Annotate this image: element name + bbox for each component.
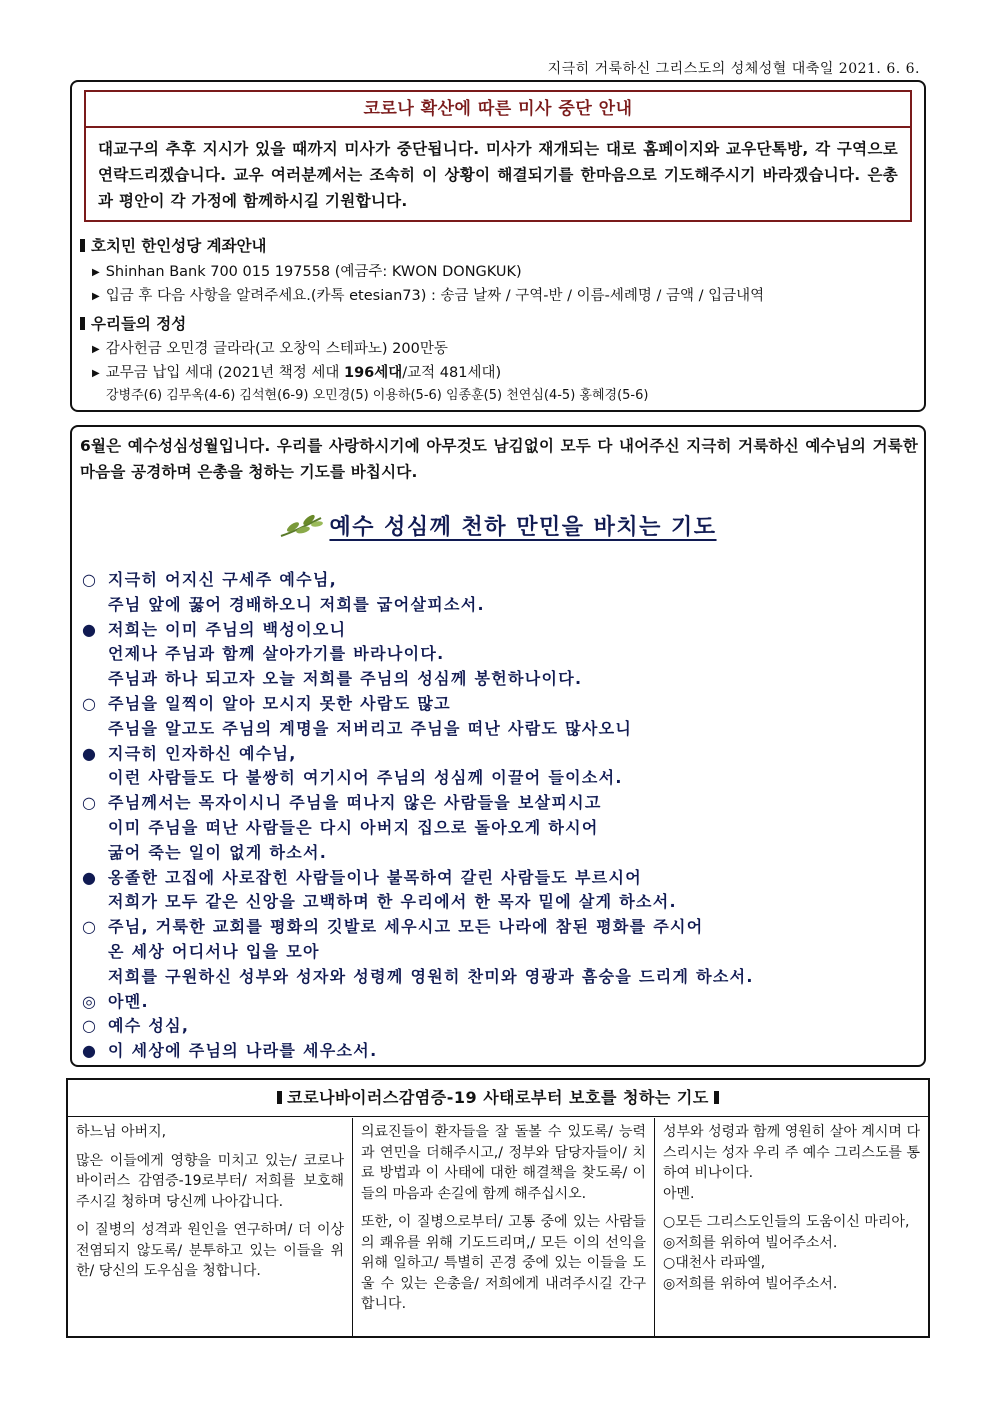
account-line-2-text: 입금 후 다음 사항을 알려주세요.(카톡 etesian73) : 송금 날짜 / 구역-반 / 이름-세례명 / 금액 / 입금내역 bbox=[105, 288, 765, 304]
prayer-line-text: 주님께서는 목자이시니 주님을 떠나지 않은 사람들을 보살피시고 bbox=[108, 793, 602, 813]
prayer-title-text: 예수 성심께 천하 만민을 바치는 기도 bbox=[329, 515, 717, 540]
prayer-line bbox=[82, 1013, 189, 1036]
covid-paragraph: 하느님 아버지, bbox=[76, 1124, 167, 1140]
covid-paragraph: 의료진들이 환자들을 잘 돌볼 수 있도록/ 능력과 연민을 더해주시고,/ 정부와 담당자들이/ 치료 방법과 이 사태에 대한 해결책을 찾도록/ 이들의 마음과 손길에 함께 해주십시오. bbox=[361, 1124, 646, 1202]
olive-branch-icon bbox=[279, 514, 323, 540]
triangle-bullet-icon: ▶ bbox=[92, 344, 100, 355]
bullet-mark-icon bbox=[714, 1091, 719, 1104]
contributor-names: 강병주(6) 김무옥(4-6) 김석현(6-9) 오민경(5) 이용하(5-6) 임종훈(5) 천연심(4-5) 홍혜경(5-6) bbox=[106, 388, 649, 403]
prayer-symbol: ○ bbox=[82, 694, 98, 713]
offerings-line-1 bbox=[92, 337, 448, 358]
bullet-mark-icon bbox=[80, 239, 85, 252]
prayer-symbol: ● bbox=[82, 743, 98, 763]
covid-paragraph: 이 질병의 성격과 원인을 연구하며/ 더 이상 전염되지 않도록/ 분투하고 있는 이들을 위한/ 당신의 도우심을 청합니다. bbox=[76, 1222, 344, 1279]
prayer-symbol: ◎ bbox=[82, 991, 98, 1011]
date-line: 지극히 거룩하신 그리스도의 성체성혈 대축일 2021. 6. 6. bbox=[547, 61, 920, 77]
account-title-text: 호치민 한인성당 계좌안내 bbox=[91, 237, 267, 255]
june-prayer-box bbox=[70, 425, 926, 1067]
prayer-line-text: 주님을 알고도 주님의 계명을 저버리고 주님을 떠난 사람도 많사오니 bbox=[108, 718, 633, 738]
prayer-line-text: 주님과 하나 되고자 오늘 저희를 주님의 성심께 봉헌하나이다. bbox=[108, 669, 583, 689]
prayer-line bbox=[108, 889, 677, 912]
prayer-line-text: 이런 사람들도 다 불쌍히 여기시어 주님의 성심께 이끌어 들이소서. bbox=[108, 768, 623, 788]
prayer-line bbox=[108, 840, 327, 863]
prayer-line bbox=[108, 592, 485, 615]
prayer-line-text: 저희가 모두 같은 신앙을 고백하며 한 우리에서 한 목자 밑에 살게 하소서. bbox=[108, 892, 677, 912]
litany-line: ○모든 그리스도인들의 도움이신 마리아, bbox=[663, 1214, 910, 1230]
prayer-line bbox=[82, 741, 297, 764]
prayer-symbol: ● bbox=[82, 867, 98, 887]
prayer-symbol: ○ bbox=[82, 793, 98, 813]
prayer-line bbox=[82, 617, 346, 640]
prayer-line-text: 주님 앞에 꿇어 경배하오니 저희를 굽어살피소서. bbox=[108, 594, 485, 614]
prayer-line-text: 언제나 주님과 함께 살아가기를 바라나이다. bbox=[108, 644, 445, 664]
covid-column-3 bbox=[655, 1118, 928, 1336]
prayer-line-text: 지극히 어지신 구세주 예수님, bbox=[108, 570, 338, 589]
covid-title-text: 코로나바이러스감염증-19 사태로부터 보호를 청하는 기도 bbox=[287, 1088, 709, 1107]
covid-litany bbox=[663, 1212, 920, 1294]
triangle-bullet-icon: ▶ bbox=[92, 267, 100, 278]
offerings-line-2 bbox=[92, 361, 501, 382]
covid-column-1 bbox=[68, 1118, 353, 1336]
litany-line: ◎저희를 위하여 빌어주소서. bbox=[663, 1234, 838, 1251]
prayer-line bbox=[108, 815, 599, 838]
prayer-symbol: ○ bbox=[82, 570, 98, 589]
covid-paragraph bbox=[663, 1122, 920, 1204]
prayer-line bbox=[108, 964, 754, 987]
prayer-symbol: ○ bbox=[82, 1016, 98, 1036]
covid-amen: 아멘. bbox=[663, 1185, 695, 1202]
prayer-line-text: 주님을 일찍이 알아 모시지 못한 사람도 많고 bbox=[108, 694, 451, 713]
prayer-line-text: 온 세상 어디서나 입을 모아 bbox=[108, 942, 320, 961]
prayer-line-text: 이미 주님을 떠난 사람들은 다시 아버지 집으로 돌아오게 하시어 bbox=[108, 818, 599, 837]
account-line-1-text: Shinhan Bank 700 015 197558 (예금주: KWON DONGKUK) bbox=[105, 264, 522, 280]
offerings-line-2-suffix: /교적 481세대) bbox=[402, 365, 502, 381]
covid-paragraph: 또한, 이 질병으로부터/ 고통 중에 있는 사람들의 쾌유를 위해 기도드리며,/ 모든 이의 선익을 위해 일하고/ 특별히 곤경 중에 있는 이들을 도울 수 있는 은총을/ 저희에게 내려주시길 간구합니다. bbox=[361, 1214, 646, 1312]
prayer-line-text: 이 세상에 주님의 나라를 세우소서. bbox=[108, 1041, 378, 1061]
prayer-line-text: 아멘. bbox=[108, 991, 149, 1011]
notice-title: 코로나 확산에 따른 미사 중단 안내 bbox=[86, 92, 910, 128]
bullet-mark-icon bbox=[80, 317, 85, 330]
household-count: 196세대 bbox=[344, 365, 403, 381]
prayer-line-text: 예수 성심, bbox=[108, 1016, 190, 1036]
triangle-bullet-icon: ▶ bbox=[92, 291, 100, 302]
notice-body: 대교구의 추후 지시가 있을 때까지 미사가 중단됩니다. 미사가 재개되는 대로 홈페이지와 교우단톡방, 각 구역으로 연락드리겠습니다. 교우 여러분께서는 조속히 이 상황이 해결되기를 한마음으로 기도해주시기 바라겠습니다. 은총과 평안이 각 가정에 함께하시길 기원합니다. bbox=[98, 140, 898, 210]
prayer-title bbox=[72, 510, 924, 541]
prayer-line-text: 저희는 이미 주님의 백성이오니 bbox=[108, 619, 347, 639]
prayer-line bbox=[108, 716, 632, 739]
offerings-title-text: 우리들의 정성 bbox=[91, 315, 187, 333]
prayer-line bbox=[108, 765, 623, 788]
covid-prayer-box bbox=[66, 1078, 930, 1338]
prayer-line-text: 지극히 인자하신 예수님, bbox=[108, 743, 297, 763]
prayer-line-text: 굶어 죽는 일이 없게 하소서. bbox=[108, 842, 328, 862]
prayer-line-text: 주님, 거룩한 교회를 평화의 깃발로 세우시고 모든 나라에 참된 평화를 주시어 bbox=[108, 917, 704, 937]
account-line-1 bbox=[92, 260, 522, 281]
prayer-symbol: ● bbox=[82, 1041, 98, 1061]
bullet-mark-icon bbox=[277, 1091, 282, 1104]
account-section-title bbox=[80, 234, 267, 256]
prayer-symbol: ○ bbox=[82, 917, 98, 937]
prayer-line bbox=[108, 666, 582, 689]
covid-closing-text: 성부와 성령과 함께 영원히 살아 계시며 다스리시는 성자 우리 주 예수 그리스도를 통하여 비나이다. bbox=[663, 1124, 920, 1181]
prayer-line-text: 저희를 구원하신 성부와 성자와 성령께 영원히 찬미와 영광과 흠숭을 드리게 하소서. bbox=[108, 966, 754, 986]
prayer-line bbox=[82, 790, 602, 813]
litany-line: ○대천사 라파엘, bbox=[663, 1255, 766, 1271]
prayer-line bbox=[82, 914, 704, 937]
covid-paragraph: 많은 이들에게 영향을 미치고 있는/ 코로나 바이러스 감염증-19로부터/ 저희를 보호해주시길 청하며 당신께 나아갑니다. bbox=[76, 1152, 344, 1210]
covid-column-2 bbox=[353, 1118, 655, 1336]
covid-prayer-title bbox=[68, 1080, 928, 1117]
prayer-line bbox=[82, 1038, 377, 1061]
prayer-line bbox=[82, 691, 451, 714]
prayer-symbol: ● bbox=[82, 619, 98, 639]
prayer-line bbox=[82, 567, 337, 590]
june-intro: 6월은 예수성심성월입니다. 우리를 사랑하시기에 아무것도 남김없이 모두 다 내어주신 지극히 거룩하신 예수님의 거룩한 마음을 공경하며 은총을 청하는 기도를 바칩시다. bbox=[80, 437, 918, 481]
announcements-box bbox=[70, 80, 926, 412]
prayer-line bbox=[108, 939, 320, 962]
triangle-bullet-icon: ▶ bbox=[92, 368, 100, 379]
account-line-2 bbox=[92, 284, 764, 305]
prayer-line bbox=[82, 865, 642, 888]
litany-line: ◎저희를 위하여 빌어주소서. bbox=[663, 1275, 838, 1292]
offerings-line-1-text: 감사헌금 오민경 글라라(고 오창익 스테파노) 200만동 bbox=[105, 341, 448, 357]
offerings-line-2-prefix: 교무금 납입 세대 (2021년 책정 세대 bbox=[105, 365, 344, 381]
mass-suspension-notice bbox=[84, 90, 912, 222]
prayer-line-text: 옹졸한 고집에 사로잡힌 사람들이나 불목하여 갈린 사람들도 부르시어 bbox=[108, 867, 643, 887]
offerings-section-title bbox=[80, 312, 186, 334]
prayer-line bbox=[108, 641, 444, 664]
prayer-line bbox=[82, 989, 149, 1012]
